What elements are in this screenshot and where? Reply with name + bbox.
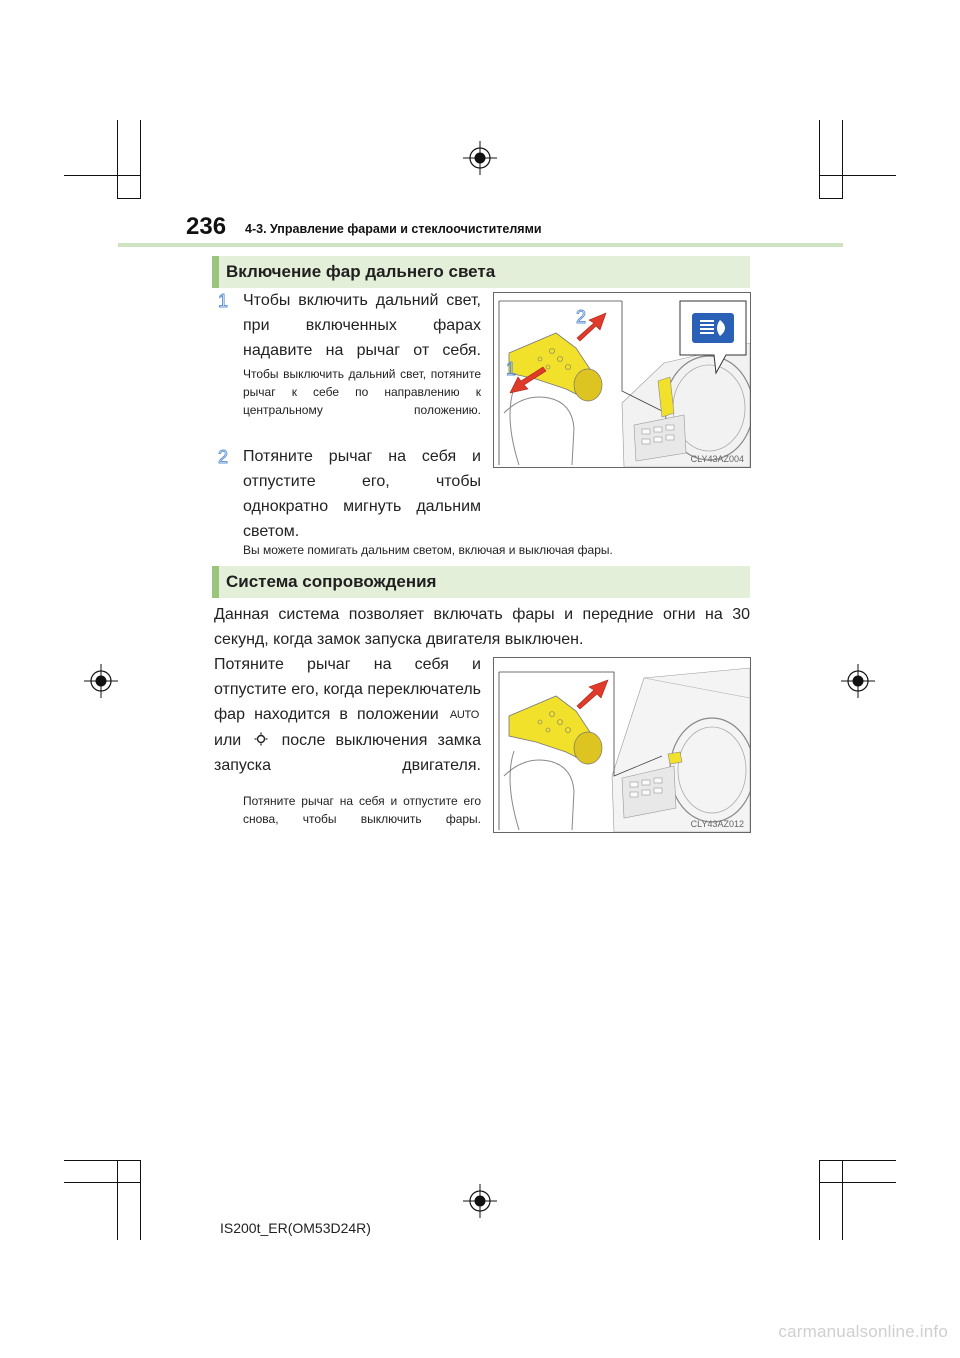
crop-mark (117, 120, 118, 198)
crop-mark (819, 1182, 896, 1183)
step1-text: Чтобы включить дальний свет, при включенных фарах надавите на рычаг от себя. (243, 292, 481, 359)
step-number-2 (213, 446, 233, 468)
crop-mark (140, 120, 141, 198)
registration-mark-icon (463, 141, 497, 175)
page-number: 236 (186, 213, 227, 240)
figure-illustration (494, 658, 750, 832)
watermark: carmanualsonline.info (778, 1322, 948, 1341)
figure-follow-me-lever (493, 657, 751, 833)
instruction-end: после выключения замка запуска двигателя. (214, 732, 481, 774)
step-number-1 (213, 290, 233, 312)
high-beam-flash-note: Вы можете помигать дальним светом, включая и выключая фары. (243, 543, 613, 557)
section-title: Включение фар дальнего света (226, 262, 496, 281)
crop-mark (64, 175, 141, 176)
crop-mark (819, 175, 896, 176)
section2-note: Потяните рычаг на себя и отпустите его снова, чтобы выключить фары. (243, 794, 481, 826)
registration-mark-icon (841, 664, 875, 698)
header-rule (118, 243, 843, 247)
figure-code: CLY43AZ004 (690, 454, 744, 464)
registration-mark-icon (84, 664, 118, 698)
crop-mark (819, 1160, 820, 1240)
section-banner-follow-me (212, 566, 750, 598)
step-number-text: 2 (217, 447, 229, 467)
figure-illustration (494, 293, 750, 467)
headlight-on-icon (251, 729, 271, 743)
crop-mark (140, 1160, 141, 1240)
banner-accent-bar (212, 256, 219, 288)
figure-code: CLY43AZ012 (690, 819, 744, 829)
crop-mark (819, 198, 843, 199)
crop-mark (819, 1160, 896, 1161)
chapter-title: 4-3. Управление фарами и стеклоочистителями (245, 222, 542, 236)
auto-icon: AUTO (449, 709, 479, 721)
instruction-start: Потяните рычаг на себя и отпустите его, когда переключатель фар находится в положении (214, 656, 481, 723)
crop-mark (117, 198, 141, 199)
registration-mark-icon (463, 1184, 497, 1218)
crop-mark (819, 120, 820, 198)
crop-mark (64, 1160, 141, 1161)
section-banner-high-beam (212, 256, 750, 288)
step1-note: Чтобы выключить дальний свет, потяните рычаг к себе по направлению к центральному положению. (243, 367, 481, 417)
step2-text: Потяните рычаг на себя и отпустите его, чтобы однократно мигнуть дальним светом. (243, 448, 481, 540)
crop-mark (64, 1182, 141, 1183)
section2-instruction (214, 652, 481, 778)
crop-mark (842, 120, 843, 198)
step-number-text: 1 (217, 291, 229, 311)
figure-label-1: 1 (506, 359, 517, 379)
figure-label-2: 2 (576, 307, 587, 327)
section2-intro: Данная система позволяет включать фары и передние огни на 30 секунд, когда замок запуска двигателя выключен. (214, 606, 750, 648)
crop-mark (842, 1160, 843, 1240)
section-title: Система сопровождения (226, 572, 437, 591)
figure-high-beam-lever (493, 292, 751, 468)
or-word: или (214, 732, 242, 749)
banner-accent-bar (212, 566, 219, 598)
high-beam-icon (692, 313, 734, 343)
document-code: IS200t_ER(OM53D24R) (220, 1220, 371, 1236)
crop-mark (117, 1160, 118, 1240)
